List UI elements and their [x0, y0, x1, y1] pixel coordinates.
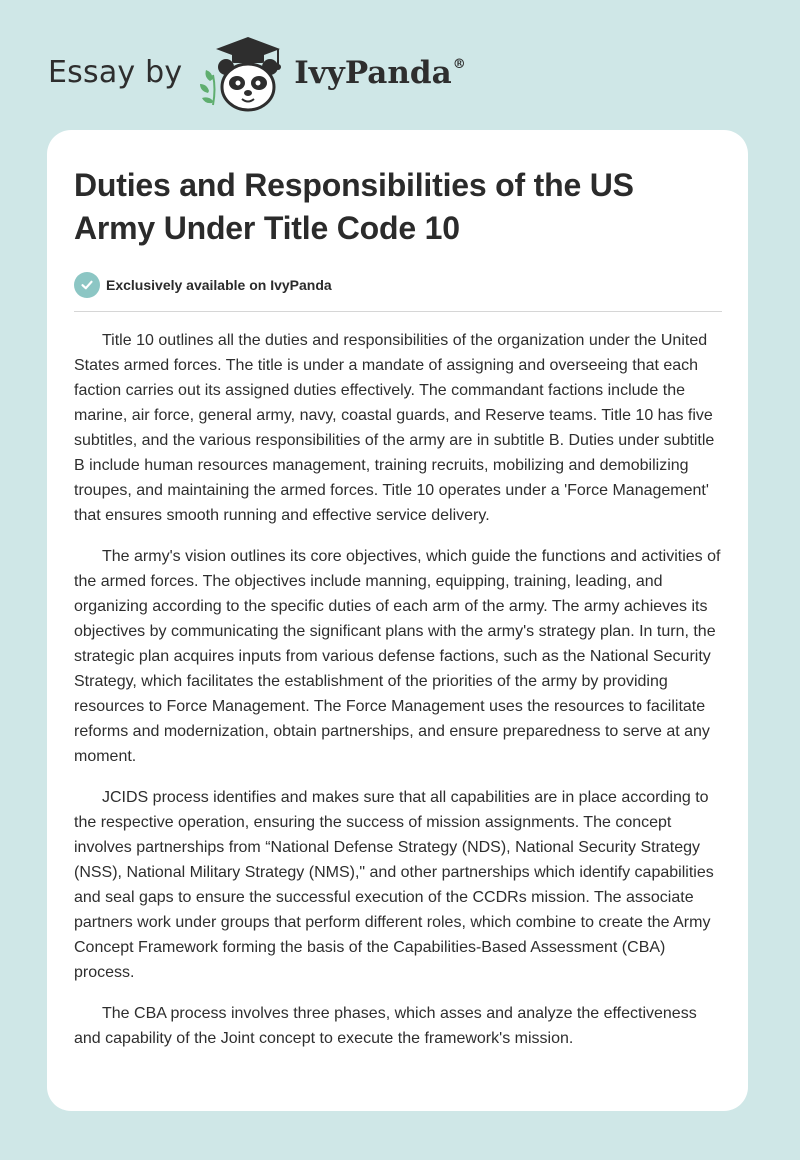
- registered-mark: ®: [452, 57, 466, 72]
- checkmark-icon: [74, 272, 100, 298]
- paragraph: JCIDS process identifies and makes sure that all capabilities are in place according to the respective operation, ensuring the success of mission assignments. The concept involves partnerships from “National Defense Strategy (NDS), National Security Strategy (NSS), National Military Strategy (NMS)," and other partnerships which identify capabilities and seal gaps to ensure the successful execution of the CCDRs mission. The associate partners work under groups that perform different roles, which combine to create the Army Concept Framework forming the basis of the Capabilities-Based Assessment (CBA) process.: [74, 789, 714, 981]
- essay-title: Duties and Responsibilities of the US Army Under Title Code 10: [74, 167, 634, 246]
- paragraph: The army's vision outlines its core objectives, which guide the functions and activities of the armed forces. The objectives include manning, equipping, training, leading, and organizing according to the specific duties of each arm of the army. The army achieves its objectives by communicating the significant plans with the army's strategy plan. In turn, the strategic plan acquires inputs from various defense factions, such as the National Security Strategy, which facilitates the establishment of the priorities of the army by providing resources to Force Management. The Force Management uses the resources to facilitate reforms and modernization, obtain partnerships, and ensure preparedness to serve at any moment.: [74, 548, 721, 765]
- brand-name[interactable]: [294, 55, 465, 91]
- essay-by-label: Essay by: [48, 54, 183, 90]
- exclusive-badge: [74, 271, 722, 299]
- brand-text: IvyPanda: [294, 55, 452, 91]
- paragraph: Title 10 outlines all the duties and responsibilities of the organization under the United States armed forces. The title is under a mandate of assigning and overseeing that each faction carries out its assigned duties effectively. The commandant factions include the marine, air force, general army, navy, coastal guards, and Reserve teams. Title 10 has five subtitles, and the various responsibilities of the army are in subtitle B. Duties under subtitle B include human resources management, training recruits, mobilizing and demobilizing troupes, and maintaining the armed forces. Title 10 operates under a 'Force Management' that ensures smooth running and effective service delivery.: [74, 332, 715, 524]
- essay-card: [47, 130, 748, 1111]
- divider: [74, 311, 722, 312]
- paragraph: The CBA process involves three phases, which asses and analyze the effectiveness and capability of the Joint concept to execute the framework's mission.: [74, 1005, 697, 1047]
- exclusive-label: Exclusively available on IvyPanda: [106, 277, 332, 293]
- panda-logo-icon[interactable]: [196, 35, 288, 113]
- site-header: [48, 34, 466, 114]
